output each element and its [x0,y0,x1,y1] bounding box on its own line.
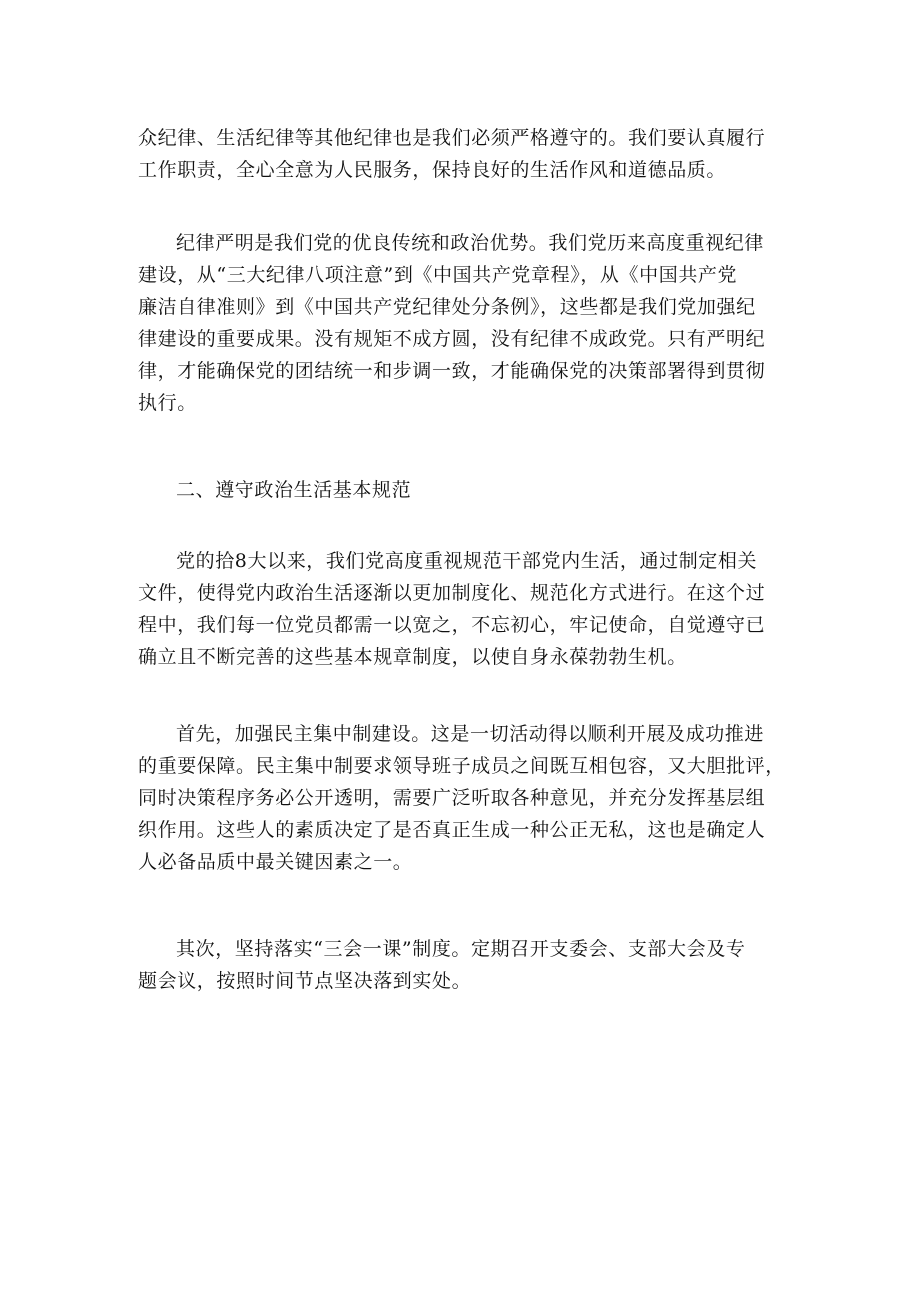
text-line: 织作用。这些人的素质决定了是否真正生成一种公正无私，这也是确定人 [138,819,766,841]
text-line: 文件，使得党内政治生活逐渐以更加制度化、规范化方式进行。在这个过 [138,582,766,604]
text-line: 工作职责，全心全意为人民服务，保持良好的生活作风和道德品质。 [138,159,727,181]
text-line: 纪律严明是我们党的优良传统和政治优势。我们党历来高度重视纪律 [176,232,765,254]
paragraph-2 [138,227,782,419]
text-line: 首先，加强民主集中制建设。这是一切活动得以顺利开展及成功推进 [176,723,765,745]
text-line: 人必备品质中最关键因素之一。 [138,851,413,873]
paragraph-4 [138,718,785,878]
paragraph-3 [138,545,782,673]
text-line: 众纪律、生活纪律等其他纪律也是我们必须严格遵守的。我们要认真履行 [138,127,766,149]
text-line: 程中，我们每一位党员都需一以宽之，不忘初心，牢记使命，自觉遵守已 [138,614,766,636]
text-line: 同时决策程序务必公开透明，需要广泛听取各种意见，并充分发挥基层组 [138,787,766,809]
text-line: 律建设的重要成果。没有规矩不成方圆，没有纪律不成政党。只有严明纪 [138,328,766,350]
text-line: 题会议，按照时间节点坚决落到实处。 [138,970,472,992]
text-line: 其次，坚持落实“三会一课”制度。定期召开支委会、支部大会及专 [176,938,746,960]
text-line: 党的拾8大以来，我们党高度重视规范干部党内生活，通过制定相关 [176,550,758,572]
text-line: 律，才能确保党的团结统一和步调一致，才能确保党的决策部署得到贯彻 [138,360,766,382]
paragraph-1 [138,122,782,186]
heading-line: 二、遵守政治生活基本规范 [176,479,412,501]
paragraph-5 [138,933,782,997]
text-line: 廉洁自律准则》到《中国共产党纪律处分条例》，这些都是我们党加强纪 [138,296,756,318]
text-line: 确立且不断完善的这些基本规章制度，以使自身永葆勃勃生机。 [138,646,687,668]
text-line: 执行。 [138,392,197,414]
section-heading [138,474,782,506]
text-line: 建设，从“三大纪律八项注意”到《中国共产党章程》，从《中国共产党 [138,264,738,286]
text-line: 的重要保障。民主集中制要求领导班子成员之间既互相包容，又大胆批评， [138,755,785,777]
